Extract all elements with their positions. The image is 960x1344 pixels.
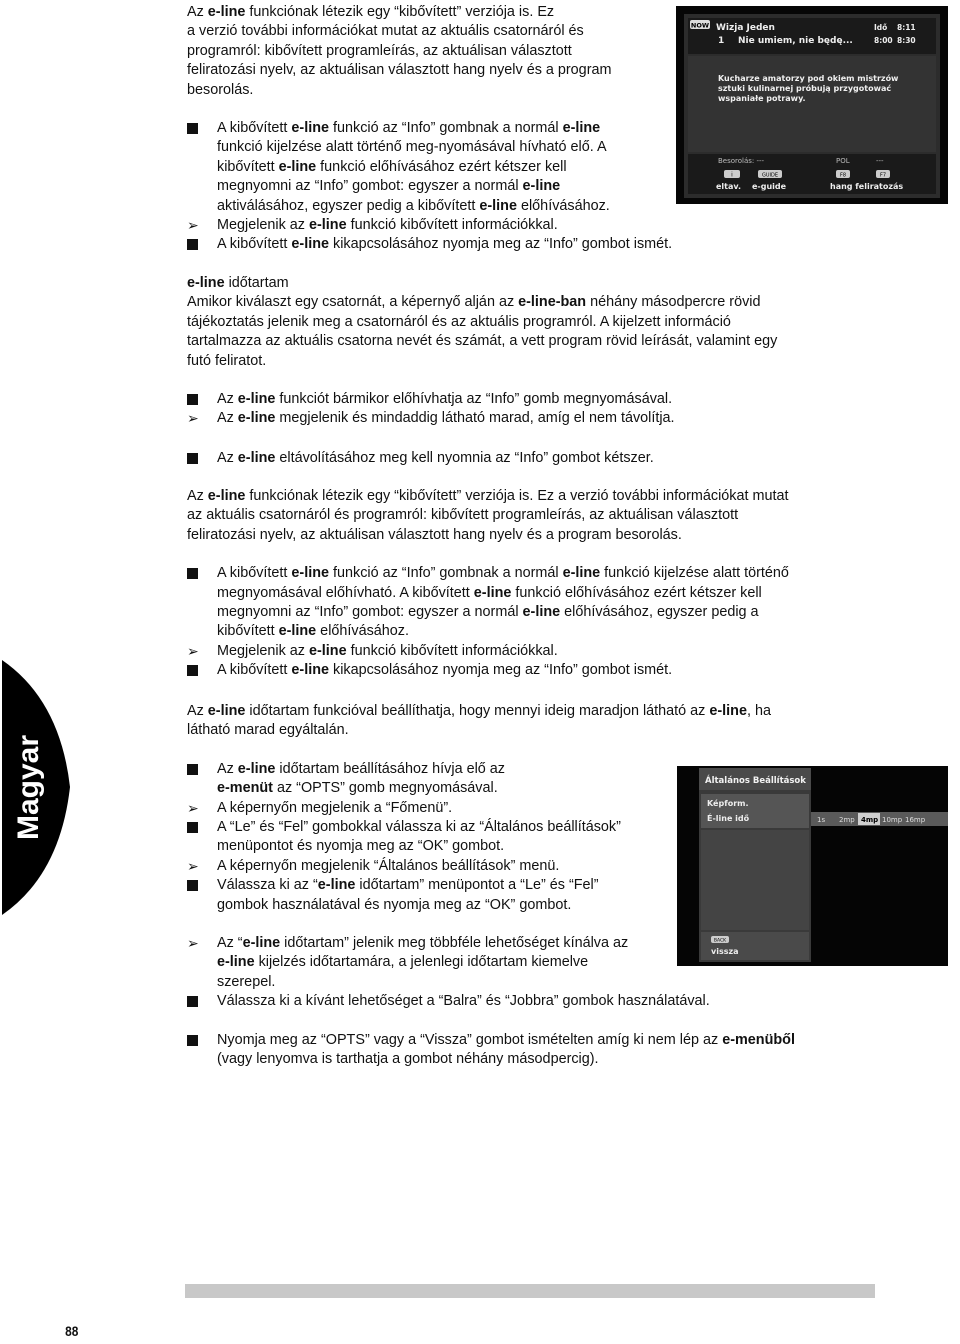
svg-text:Wizja Jeden: Wizja Jeden [716,23,775,33]
paragraph: Az e-line funkciónak létezik egy “kibővített” verziója is. Ez a verzió további információkat mutat az aktuális csatornáról és programról: kibővített programleírás, az aktuálisan választott feliratozási nyelv, az aktuálisan választott hang nyelv és a program besorolás. [187,488,789,543]
bullet-item: Az e-line funkciót bármikor előhívhatja az “Info” gomb megnyomásával. [187,390,887,409]
bullet-item: Válassza ki a kívánt lehetőséget a “Balra” és “Jobbra” gombok használatával. [187,992,877,1011]
svg-text:eltav.: eltav. [716,182,741,191]
paragraph: Az e-line funkciónak létezik egy “kibővített” verziója is. Ez a verzió további információkat mutat az aktuális csatornáról és programról: kibővített programleírás, az aktuálisan választott feliratozási nyelv, az aktuálisan választott hang nyelv és a program besorolás. [187,4,612,98]
square-bullet-icon [187,661,207,676]
svg-text:É-line idő: É-line idő [707,814,750,823]
svg-text:wspaniałe potrawy.: wspaniałe potrawy. [718,94,806,103]
section-extended-eline [187,487,887,681]
square-bullet-icon [187,119,207,134]
section-eline-duration [187,274,887,468]
svg-text:Idő: Idő [874,23,888,32]
svg-text:BACK: BACK [713,938,727,944]
tv-info-screenshot [676,6,948,204]
svg-text:POL: POL [836,157,850,165]
svg-text:NOW: NOW [690,21,710,30]
svg-text:Képform.: Képform. [707,799,749,808]
bullet-item: A kibővített e-line kikapcsolásához nyomja meg az “Info” gombot ismét. [187,661,887,680]
square-bullet-icon [187,818,207,833]
bullet-item: A “Le” és “Fel” gombokkal válassza ki az “Általános beállítások” menüpontot és nyomja meg az “OK” gombot. [187,818,877,857]
arrow-bullet-icon: ➢ [187,799,199,816]
svg-text:Nie umiem, nie będę...: Nie umiem, nie będę... [738,36,853,46]
svg-text:8:11: 8:11 [897,23,916,32]
svg-text:hang feliratozás: hang feliratozás [830,182,904,191]
square-bullet-icon [187,390,207,405]
result-item: ➢ Megjelenik az e-line funkció kibővített információkkal. [187,642,887,661]
arrow-bullet-icon: ➢ [187,857,199,874]
bullet-item: Az e-line időtartam beállításához hívja elő az e-menüt az “OPTS” gomb megnyomásával. [187,760,877,799]
bullet-item: Válassza ki az “e-line időtartam” menüpontot a “Le” és “Fel” gombok használatával és nyomja meg az “OK” gombot. [187,876,877,915]
section-extended-intro [187,3,677,255]
square-bullet-icon [187,564,207,579]
svg-text:Besorolás: ---: Besorolás: --- [718,157,765,165]
svg-text:GUIDE: GUIDE [761,172,779,179]
language-side-tab [0,660,72,915]
square-bullet-icon [187,235,207,250]
svg-text:8:30: 8:30 [897,36,916,45]
general-settings-display [677,766,948,966]
svg-text:10mp: 10mp [882,816,903,824]
square-bullet-icon [187,1031,207,1046]
bullet-item: A kibővített e-line funkció az “Info” gombnak a normál e-line funkció kijelzése alatt történő meg-nyomásával hívható elő. A kibővített e-line funkció előhívásához ezért kétszer kell megnyomni az “Info” gombot: egyszer a normál e-line aktiválásához, egyszer pedig a kibővített e-line előhívásához. [187,119,677,216]
svg-text:e-guide: e-guide [752,182,787,191]
svg-text:i: i [731,171,733,179]
bullet-item: Az e-line eltávolításához meg kell nyomnia az “Info” gombot kétszer. [187,449,887,468]
arrow-bullet-icon: ➢ [187,410,199,427]
result-item: ➢ A képernyőn megjelenik “Általános beállítások” menü. [187,857,877,876]
svg-text:vissza: vissza [711,947,739,956]
svg-text:1: 1 [718,36,725,46]
bullet-item: A kibővített e-line funkció az “Info” gombnak a normál e-line funkció kijelzése alatt történő megnyomásával előhívható. A kibővített e-line funkció előhívásához ezért kétszer kell megnyomni az “Info” gombot: egyszer a normál e-line előhívásához, egyszer pedig a kibővített e-line előhívásához. [187,564,887,642]
svg-text:8:00: 8:00 [874,36,893,45]
result-item: ➢ A képernyőn megjelenik a “Főmenü”. [187,799,877,818]
bullet-item: Nyomja meg az “OPTS” vagy a “Vissza” gombot ismételten amíg ki nem lép az e-menüből (vagy lenyomva is tarthatja a gombot néhány másodpercig). [187,1031,877,1070]
result-item: ➢ Az “e-line időtartam” jelenik meg többféle lehetőséget kínálva az e-line kijelzés időtartamára, a jelenlegi időtartam kiemelve szerepel. [187,935,629,990]
square-bullet-icon [187,992,207,1007]
bullet-item: A kibővített e-line kikapcsolásához nyomja meg az “Info” gombot ismét. [187,235,677,254]
section-heading: e-line időtartam [187,275,289,291]
svg-text:16mp: 16mp [905,816,926,824]
svg-text:F8: F8 [839,172,847,179]
result-item: ➢ Megjelenik az e-line funkció kibővített információkkal. [187,216,677,235]
svg-text:2mp: 2mp [839,816,855,824]
svg-text:sztuki kulinarnej próbują przy: sztuki kulinarnej próbują przygotować [718,84,892,93]
svg-text:---: --- [876,157,884,165]
footer-rule [185,1284,875,1298]
eline-extended-display [676,6,948,204]
arrow-bullet-icon: ➢ [187,217,199,234]
square-bullet-icon [187,876,207,891]
page-number: 88 [65,1323,79,1339]
svg-text:F7: F7 [879,172,887,179]
svg-text:Általános Beállítások: Általános Beállítások [705,776,806,786]
svg-text:Kucharze amatorzy pod okiem mi: Kucharze amatorzy pod okiem mistrzów [718,74,899,83]
paragraph: Amikor kiválaszt egy csatornát, a képernyő alján az e-line-ban néhány másodpercre rövid tájékoztatás jelenik meg a csatornáról és az aktuális programról. A kijelzett információ tartalmazza az aktuális csatorna nevét és számát, a vett program rövid leírását, valamint egy futó feliratot. [187,294,778,369]
svg-text:4mp: 4mp [861,816,879,824]
arrow-bullet-icon: ➢ [187,642,199,659]
side-tab-label: Magyar [12,734,45,840]
square-bullet-icon [187,449,207,464]
settings-menu-screenshot [677,766,948,966]
paragraph: Az e-line időtartam funkcióval beállíthatja, hogy mennyi ideig maradjon látható az e-line, ha látható marad egyáltalán. [187,703,771,739]
svg-text:1s: 1s [817,816,826,824]
arrow-bullet-icon: ➢ [187,935,199,952]
result-item: ➢ Az e-line megjelenik és mindaddig látható marad, amíg el nem távolítja. [187,409,887,428]
square-bullet-icon [187,760,207,775]
